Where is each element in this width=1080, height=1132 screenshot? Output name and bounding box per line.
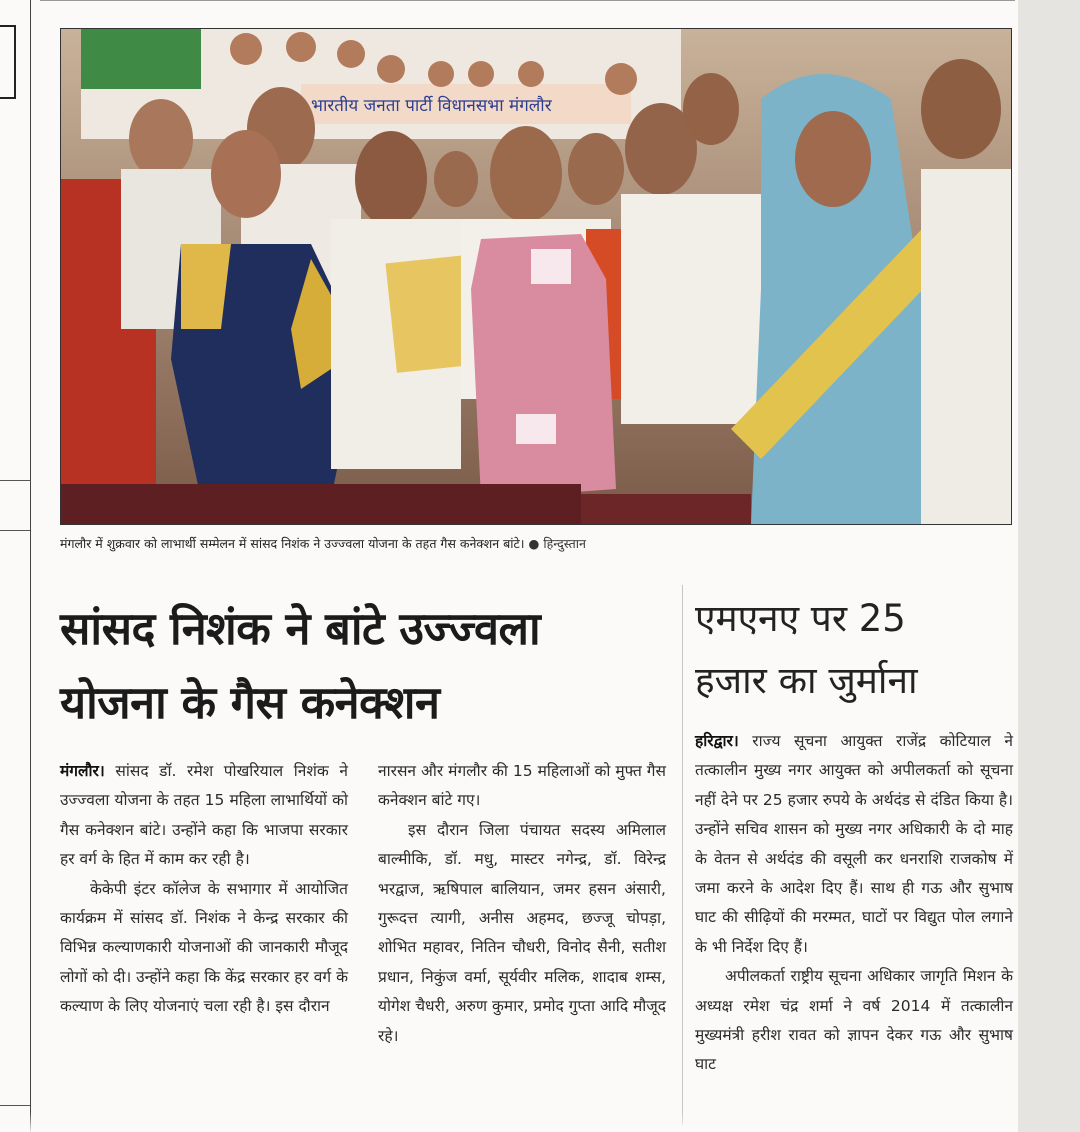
page-margin [1018,0,1080,1132]
article2-headline [695,588,1015,712]
paragraph: केकेपी इंटर कॉलेज के सभागार में आयोजित कार्यक्रम में सांसद डॉ. निशंक ने केन्द्र सरकार की विभिन्न कल्याणकारी योजनाओं की जानकारी मौजूद लोगों को दी। उन्होंने कहा कि केंद्र सरकार हर वर्ग के कल्याण के लिए योजनाएं चला रही है। इस दौरान [60,879,348,1016]
news-photo [60,28,1012,525]
dateline: हरिद्वार। [695,732,739,750]
adjacent-rule [0,480,30,481]
paragraph: राज्य सूचना आयुक्त राजेंद्र कोटियाल ने तत्कालीन मुख्य नगर आयुक्त को अपीलकर्ता को सूचना नहीं देने पर 25 हजार रुपये के अर्थदंड से दंडित किया है। उन्होंने सचिव शासन को मुख्य नगर अधिकारी के दो माह के वेतन से अर्थदंड की वसूली कर धनराशि राजकोष में जमा करने के आदेश दिए हैं। साथ ही गऊ और सुभाष घाट की सीढ़ियों की मरम्मत, घाटों पर विद्युत पोल लगाने के भी निर्देश दिए हैं। [695,732,1013,956]
article1-column1 [60,757,348,1022]
top-rule [40,0,1015,1]
adjacent-rule [0,530,30,531]
paragraph: नारसन और मंगलौर की 15 महिलाओं को मुफ्त गैस कनेक्शन बांटे गए। [378,762,666,810]
adjacent-rule [0,1105,30,1106]
photo-credit: ● हिन्दुस्तान [528,536,586,551]
headline-line: सांसद निशंक ने बांटे उज्ज्वला [60,602,541,655]
headline-line: योजना के गैस कनेक्शन [60,676,440,729]
headline-line: हजार का जुर्माना [695,659,918,702]
photo-caption [60,535,1010,552]
adjacent-box-fragment [0,25,16,99]
caption-text: मंगलौर में शुक्रवार को लाभार्थी सम्मेलन में सांसद निशंक ने उज्ज्वला योजना के तहत गैस कनेक्शन बांटे। [60,536,525,551]
article2-column [695,727,1013,1080]
article1-headline [60,592,670,740]
banner-text: भारतीय जनता पार्टी विधानसभा मंगलौर [311,96,552,116]
adjacent-column-fragment [0,0,31,1132]
paragraph: सांसद डॉ. रमेश पोखरियाल निशंक ने उज्ज्वला योजना के तहत 15 महिला लाभार्थियों को गैस कनेक्शन बांटे। उन्होंने कहा कि भाजपा सरकार हर वर्ग के हित में काम कर रही है। [60,762,348,869]
paragraph: अपीलकर्ता राष्ट्रीय सूचना अधिकार जागृति मिशन के अध्यक्ष रमेश चंद्र शर्मा ने वर्ष 2014 में तत्कालीन मुख्यमंत्री हरीश रावत को ज्ञापन देकर गऊ और सुभाष घाट [695,967,1013,1074]
article1-column2 [378,757,666,1051]
paragraph: इस दौरान जिला पंचायत सदस्य अमिलाल बाल्मीकि, डॉ. मधु, मास्टर नगेन्द्र, डॉ. विरेन्द्र भरद्वाज, ऋषिपाल बालियान, जमर हसन अंसारी, गुरूदत्त त्यागी, अनीस अहमद, छज्जू चोपड़ा, शोभित महावर, नितिन चौधरी, विनोद सैनी, सतीश प्रधान, निकुंज वर्मा, सूर्यवीर मलिक, शादाब शम्स, योगेश चैधरी, अरुण कुमार, प्रमोद गुप्ता आदि मौजूद रहे। [378,820,666,1045]
column-divider [682,585,683,1125]
bottom-fade [0,1112,1018,1132]
dateline: मंगलौर। [60,762,105,780]
headline-line: एमएनए पर 25 [695,597,906,640]
